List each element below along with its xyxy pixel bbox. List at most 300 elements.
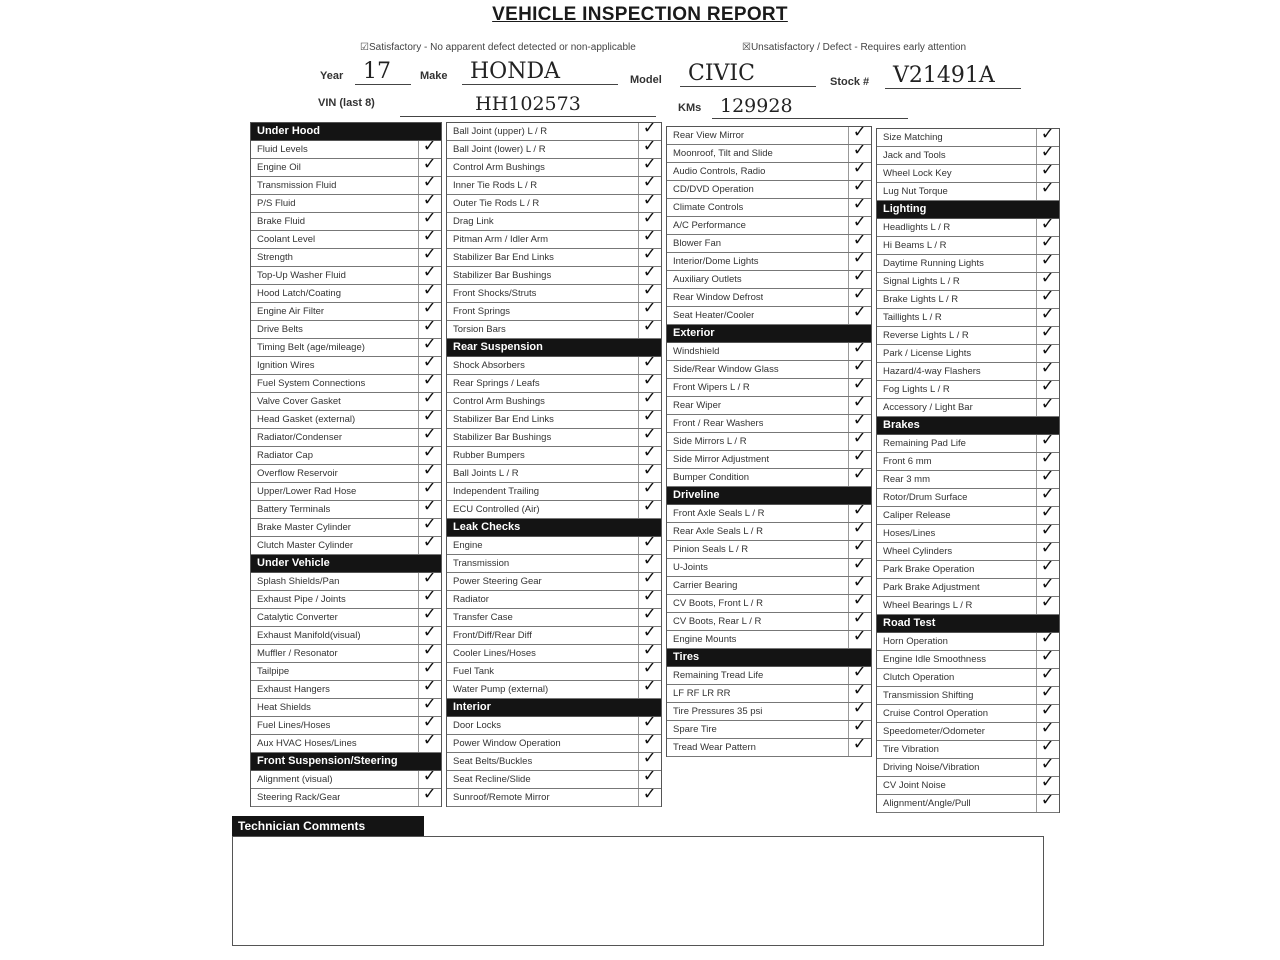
checklist-row[interactable]	[251, 537, 441, 555]
check-mark-icon: ✓	[642, 753, 657, 768]
checklist-row[interactable]	[877, 651, 1059, 669]
checklist-row[interactable]	[447, 213, 661, 231]
check-mark-icon: ✓	[852, 271, 867, 286]
check-mark-icon: ✓	[1040, 327, 1055, 342]
checklist-row[interactable]	[251, 339, 441, 357]
kms-value[interactable]: 129928	[712, 94, 908, 119]
check-mark-icon: ✓	[422, 447, 437, 462]
checklist-row[interactable]	[447, 591, 661, 609]
checklist-row[interactable]	[447, 303, 661, 321]
checklist-item-label: CV Joint Noise	[883, 780, 946, 791]
checklist-row[interactable]	[447, 447, 661, 465]
checklist-row[interactable]	[667, 145, 871, 163]
model-value[interactable]: CIVIC	[680, 62, 816, 87]
checklist-row[interactable]	[667, 595, 871, 613]
checklist-row[interactable]	[877, 237, 1059, 255]
checklist-item-label: Inner Tie Rods L / R	[453, 180, 538, 191]
check-mark-icon: ✓	[1040, 165, 1055, 180]
check-mark-icon: ✓	[1040, 237, 1055, 252]
check-mark-icon: ✓	[852, 505, 867, 520]
checklist-item-label: Jack and Tools	[883, 150, 946, 161]
check-mark-icon: ✓	[852, 685, 867, 700]
checklist-row[interactable]	[667, 361, 871, 379]
check-mark-icon: ✓	[852, 523, 867, 538]
checklist-row[interactable]	[667, 343, 871, 361]
checklist-row[interactable]	[251, 249, 441, 267]
checklist-row[interactable]	[251, 393, 441, 411]
checklist-row[interactable]	[447, 483, 661, 501]
check-mark-icon: ✓	[422, 681, 437, 696]
section-header: Under Vehicle	[251, 555, 441, 573]
checklist-row[interactable]	[447, 645, 661, 663]
technician-comments-field[interactable]	[232, 836, 1044, 946]
checklist-item-label: Side Mirrors L / R	[673, 436, 747, 447]
checklist-row[interactable]	[251, 501, 441, 519]
checklist-item-label: Timing Belt (age/mileage)	[257, 342, 365, 353]
section-header: Front Suspension/Steering	[251, 753, 441, 771]
checklist-row[interactable]	[667, 523, 871, 541]
checklist-item-label: P/S Fluid	[257, 198, 296, 209]
check-mark-icon: ✓	[422, 411, 437, 426]
check-mark-icon: ✓	[1040, 525, 1055, 540]
check-mark-icon: ✓	[642, 609, 657, 624]
checklist-item-label: Tailpipe	[257, 666, 290, 677]
checklist-row[interactable]	[251, 645, 441, 663]
checklist-row[interactable]	[251, 321, 441, 339]
checklist-row[interactable]	[877, 345, 1059, 363]
checklist-row[interactable]	[877, 723, 1059, 741]
checklist-row[interactable]	[447, 717, 661, 735]
checklist-item-label: Auxiliary Outlets	[673, 274, 742, 285]
checklist-row[interactable]	[877, 129, 1059, 147]
checklist-row[interactable]	[251, 267, 441, 285]
checklist-item-label: Carrier Bearing	[673, 580, 738, 591]
checklist-row[interactable]	[447, 285, 661, 303]
checklist-row[interactable]	[877, 183, 1059, 201]
checklist-row[interactable]	[447, 789, 661, 807]
checklist-row[interactable]	[447, 141, 661, 159]
checklist-row[interactable]	[447, 735, 661, 753]
check-mark-icon: ✓	[422, 663, 437, 678]
checklist-row[interactable]	[877, 777, 1059, 795]
checklist-row[interactable]	[447, 375, 661, 393]
checklist-row[interactable]	[251, 213, 441, 231]
checklist-row[interactable]	[251, 447, 441, 465]
checklist-row[interactable]	[251, 357, 441, 375]
checklist-row[interactable]	[877, 507, 1059, 525]
checklist-row[interactable]	[447, 573, 661, 591]
check-mark-icon: ✓	[642, 681, 657, 696]
checklist-row[interactable]	[877, 795, 1059, 813]
checklist-item-label: Engine Idle Smoothness	[883, 654, 986, 665]
checklist-row[interactable]	[877, 165, 1059, 183]
checklist-row[interactable]	[251, 789, 441, 807]
checklist-item-label: Rear Window Defrost	[673, 292, 764, 303]
check-mark-icon: ✓	[852, 469, 867, 484]
checklist-item-label: Muffler / Resonator	[257, 648, 338, 659]
check-mark-icon: ✓	[1040, 309, 1055, 324]
check-mark-icon: ✓	[422, 177, 437, 192]
check-mark-icon: ✓	[642, 213, 657, 228]
checklist-row[interactable]	[877, 705, 1059, 723]
checklist-item-label: Ball Joint (lower) L / R	[453, 144, 546, 155]
checklist-item-label: Strength	[257, 252, 293, 263]
checklist-row[interactable]	[251, 681, 441, 699]
check-mark-icon: ✓	[422, 195, 437, 210]
checklist-row[interactable]	[877, 363, 1059, 381]
checklist-item-label: Ignition Wires	[257, 360, 315, 371]
checklist-item-label: Shock Absorbers	[453, 360, 525, 371]
checklist-row[interactable]	[667, 685, 871, 703]
checklist-row[interactable]	[251, 717, 441, 735]
checklist-item-label: Reverse Lights L / R	[883, 330, 969, 341]
check-mark-icon: ✓	[642, 717, 657, 732]
checklist-row[interactable]	[251, 411, 441, 429]
checklist-item-label: Engine Oil	[257, 162, 301, 173]
checklist-item-label: Hood Latch/Coating	[257, 288, 341, 299]
checklist-item-label: Rear Wiper	[673, 400, 722, 411]
check-mark-icon: ✓	[1040, 741, 1055, 756]
check-mark-icon: ✓	[1040, 597, 1055, 612]
check-mark-icon: ✓	[852, 343, 867, 358]
check-mark-icon: ✓	[1040, 759, 1055, 774]
checklist-row[interactable]	[667, 721, 871, 739]
checklist-row[interactable]	[667, 397, 871, 415]
checklist-row[interactable]	[667, 217, 871, 235]
checklist-row[interactable]	[667, 127, 871, 145]
check-mark-icon: ✓	[852, 451, 867, 466]
checklist-item-label: Control Arm Bushings	[453, 396, 545, 407]
kms-label: KMs	[678, 102, 702, 114]
checklist-item-label: Seat Belts/Buckles	[453, 756, 533, 767]
checklist-row[interactable]	[667, 613, 871, 631]
checklist-row[interactable]	[447, 159, 661, 177]
checklist-item-label: Wheel Cylinders	[883, 546, 953, 557]
checklist-row[interactable]	[667, 559, 871, 577]
checklist-row[interactable]	[447, 501, 661, 519]
check-mark-icon: ✓	[422, 789, 437, 804]
checklist-row[interactable]	[447, 249, 661, 267]
checklist-row[interactable]	[251, 519, 441, 537]
checklist-item-label: Accessory / Light Bar	[883, 402, 973, 413]
checklist-item-label: Engine Air Filter	[257, 306, 325, 317]
checklist-row[interactable]	[447, 123, 661, 141]
checklist-row[interactable]	[667, 739, 871, 757]
check-mark-icon: ✓	[852, 199, 867, 214]
checklist-row[interactable]	[667, 469, 871, 487]
checklist-row[interactable]	[251, 285, 441, 303]
checklist-item-label: Independent Trailing	[453, 486, 540, 497]
checklist-row[interactable]	[251, 465, 441, 483]
checklist-row[interactable]	[447, 411, 661, 429]
checklist-item-label: Coolant Level	[257, 234, 316, 245]
check-mark-icon: ✓	[422, 339, 437, 354]
checklist-item-label: Signal Lights L / R	[883, 276, 960, 287]
checklist-row[interactable]	[447, 555, 661, 573]
checklist-row[interactable]	[877, 525, 1059, 543]
checklist-item-label: Transmission Shifting	[883, 690, 974, 701]
checklist-item-label: Taillights L / R	[883, 312, 942, 323]
check-mark-icon: ✓	[422, 645, 437, 660]
checklist-row[interactable]	[667, 163, 871, 181]
checklist-row[interactable]	[877, 687, 1059, 705]
check-mark-icon: ✓	[852, 307, 867, 322]
checklist-row[interactable]	[667, 199, 871, 217]
check-mark-icon: ✓	[852, 739, 867, 754]
checklist-row[interactable]	[877, 327, 1059, 345]
checklist-row[interactable]	[251, 375, 441, 393]
checklist-row[interactable]	[447, 681, 661, 699]
check-mark-icon: ✓	[642, 789, 657, 804]
checklist-row[interactable]	[877, 399, 1059, 417]
check-mark-icon: ✓	[642, 141, 657, 156]
checklist-row[interactable]	[251, 699, 441, 717]
checklist-item-label: Stabilizer Bar Bushings	[453, 432, 552, 443]
checklist-row[interactable]	[877, 741, 1059, 759]
year-label: Year	[320, 70, 344, 82]
checklist-item-label: Front/Diff/Rear Diff	[453, 630, 532, 641]
checklist-row[interactable]	[877, 579, 1059, 597]
checklist-item-label: Headlights L / R	[883, 222, 951, 233]
check-mark-icon: ✓	[1040, 291, 1055, 306]
checklist-row[interactable]	[251, 429, 441, 447]
check-mark-icon: ✓	[642, 555, 657, 570]
checklist-item-label: CD/DVD Operation	[673, 184, 754, 195]
year-value[interactable]: 17	[355, 60, 411, 85]
checklist-item-label: Engine	[453, 540, 483, 551]
checklist-row[interactable]	[667, 667, 871, 685]
check-mark-icon: ✓	[422, 483, 437, 498]
checklist-row[interactable]	[667, 541, 871, 559]
checklist-row[interactable]	[667, 235, 871, 253]
checklist-item-label: Blower Fan	[673, 238, 722, 249]
checklist-row[interactable]	[877, 219, 1059, 237]
checklist-item-label: Cooler Lines/Hoses	[453, 648, 536, 659]
checklist-row[interactable]	[667, 253, 871, 271]
checklist-row[interactable]	[447, 177, 661, 195]
checklist-item-label: Wheel Lock Key	[883, 168, 952, 179]
checklist-row[interactable]	[447, 357, 661, 375]
check-mark-icon: ✓	[1040, 363, 1055, 378]
section-header: Lighting	[877, 201, 1059, 219]
checklist-item-label: Drive Belts	[257, 324, 303, 335]
checklist-row[interactable]	[667, 307, 871, 325]
checklist-row[interactable]	[877, 273, 1059, 291]
checklist-row[interactable]	[877, 633, 1059, 651]
checklist-row[interactable]	[251, 231, 441, 249]
check-mark-icon: ✓	[852, 577, 867, 592]
checklist-item-label: Pinion Seals L / R	[673, 544, 749, 555]
checklist-row[interactable]	[877, 453, 1059, 471]
column-3	[666, 126, 872, 757]
section-header: Road Test	[877, 615, 1059, 633]
check-mark-icon: ✓	[422, 357, 437, 372]
checklist-row[interactable]	[251, 573, 441, 591]
check-mark-icon: ✓	[852, 253, 867, 268]
checklist-item-label: ECU Controlled (Air)	[453, 504, 540, 515]
checklist-row[interactable]	[447, 267, 661, 285]
checklist-row[interactable]	[251, 141, 441, 159]
checklist-row[interactable]	[447, 465, 661, 483]
checklist-row[interactable]	[251, 483, 441, 501]
check-mark-icon: ✓	[852, 145, 867, 160]
checklist-item-label: Valve Cover Gasket	[257, 396, 341, 407]
checklist-item-label: Exhaust Pipe / Joints	[257, 594, 346, 605]
checklist-row[interactable]	[877, 759, 1059, 777]
checklist-item-label: Windshield	[673, 346, 720, 357]
checklist-item-label: Side Mirror Adjustment	[673, 454, 770, 465]
checklist-item-label: Audio Controls, Radio	[673, 166, 766, 177]
check-mark-icon: ✓	[422, 213, 437, 228]
check-mark-icon: ✓	[422, 141, 437, 156]
checklist-row[interactable]	[877, 471, 1059, 489]
checklist-item-label: Fuel Tank	[453, 666, 495, 677]
checklist-item-label: Rear Springs / Leafs	[453, 378, 540, 389]
check-mark-icon: ✓	[642, 123, 657, 138]
make-value[interactable]: HONDA	[462, 60, 618, 85]
column-2	[446, 122, 662, 807]
checklist-row[interactable]	[447, 537, 661, 555]
checklist-item-label: Rubber Bumpers	[453, 450, 525, 461]
checklist-row[interactable]	[877, 561, 1059, 579]
checklist-row[interactable]	[251, 735, 441, 753]
checklist-item-label: Fuel System Connections	[257, 378, 366, 389]
checklist-row[interactable]	[447, 393, 661, 411]
checklist-row[interactable]	[667, 577, 871, 595]
checklist-row[interactable]	[667, 181, 871, 199]
stock-value[interactable]: V21491A	[885, 64, 1021, 89]
checklist-row[interactable]	[251, 609, 441, 627]
checklist-row[interactable]	[251, 177, 441, 195]
check-mark-icon: ✓	[422, 591, 437, 606]
checklist-row[interactable]	[667, 505, 871, 523]
checklist-row[interactable]	[667, 271, 871, 289]
checklist-row[interactable]	[877, 435, 1059, 453]
check-mark-icon: ✓	[1040, 345, 1055, 360]
checklist-row[interactable]	[251, 195, 441, 213]
checklist-item-label: Head Gasket (external)	[257, 414, 356, 425]
model-label: Model	[630, 74, 662, 86]
check-mark-icon: ✓	[1040, 219, 1055, 234]
checklist-item-label: Engine Mounts	[673, 634, 737, 645]
checklist-row[interactable]	[877, 669, 1059, 687]
checklist-item-label: Front 6 mm	[883, 456, 932, 467]
check-mark-icon: ✓	[1040, 471, 1055, 486]
check-mark-icon: ✓	[1040, 633, 1055, 648]
checklist-row[interactable]	[447, 663, 661, 681]
vin-value[interactable]: HH102573	[400, 92, 656, 117]
checklist-row[interactable]	[251, 591, 441, 609]
checklist-item-label: Ball Joints L / R	[453, 468, 519, 479]
checklist-row[interactable]	[877, 291, 1059, 309]
checklist-row[interactable]	[447, 753, 661, 771]
check-mark-icon: ✓	[642, 249, 657, 264]
stock-label: Stock #	[830, 76, 870, 88]
check-mark-icon: ✓	[642, 537, 657, 552]
checklist-row[interactable]	[251, 663, 441, 681]
checklist-item-label: Tire Vibration	[883, 744, 939, 755]
checklist-item-label: Steering Rack/Gear	[257, 792, 341, 803]
checklist-item-label: Cruise Control Operation	[883, 708, 989, 719]
check-mark-icon: ✓	[642, 465, 657, 480]
checklist-row[interactable]	[877, 489, 1059, 507]
checklist-item-label: Rear 3 mm	[883, 474, 930, 485]
checklist-item-label: Hoses/Lines	[883, 528, 936, 539]
checklist-row[interactable]	[667, 379, 871, 397]
checklist-item-label: Climate Controls	[673, 202, 744, 213]
checklist-row[interactable]	[447, 771, 661, 789]
checklist-row[interactable]	[667, 289, 871, 307]
check-mark-icon: ✓	[642, 159, 657, 174]
checklist-item-label: Clutch Master Cylinder	[257, 540, 354, 551]
checklist-row[interactable]	[251, 303, 441, 321]
checklist-item-label: Fuel Lines/Hoses	[257, 720, 331, 731]
check-mark-icon: ✓	[1040, 507, 1055, 522]
check-mark-icon: ✓	[1040, 579, 1055, 594]
check-mark-icon: ✓	[1040, 147, 1055, 162]
check-mark-icon: ✓	[642, 195, 657, 210]
checklist-row[interactable]	[447, 195, 661, 213]
checklist-row[interactable]	[667, 631, 871, 649]
checklist-item-label: Door Locks	[453, 720, 502, 731]
section-header: Brakes	[877, 417, 1059, 435]
checklist-row[interactable]	[877, 597, 1059, 615]
check-mark-icon: ✓	[422, 627, 437, 642]
checklist-item-label: LF RF LR RR	[673, 688, 731, 699]
check-mark-icon: ✓	[1040, 795, 1055, 810]
check-mark-icon: ✓	[852, 721, 867, 736]
checklist-item-label: Clutch Operation	[883, 672, 955, 683]
checklist-row[interactable]	[447, 609, 661, 627]
checklist-item-label: Pitman Arm / Idler Arm	[453, 234, 549, 245]
checklist-item-label: Catalytic Converter	[257, 612, 338, 623]
checklist-item-label: Rear Axle Seals L / R	[673, 526, 763, 537]
checklist-item-label: Daytime Running Lights	[883, 258, 984, 269]
check-mark-icon: ✓	[422, 231, 437, 246]
check-mark-icon: ✓	[852, 613, 867, 628]
check-mark-icon: ✓	[642, 375, 657, 390]
checklist-row[interactable]	[251, 771, 441, 789]
check-mark-icon: ✓	[422, 735, 437, 750]
checklist-row[interactable]	[447, 429, 661, 447]
checklist-row[interactable]	[877, 147, 1059, 165]
checklist-row[interactable]	[447, 627, 661, 645]
checklist-item-label: Interior/Dome Lights	[673, 256, 759, 267]
checklist-item-label: Fluid Levels	[257, 144, 308, 155]
checklist-item-label: Horn Operation	[883, 636, 948, 647]
checklist-row[interactable]	[877, 255, 1059, 273]
checklist-row[interactable]	[667, 703, 871, 721]
checklist-row[interactable]	[667, 433, 871, 451]
checklist-row[interactable]	[877, 543, 1059, 561]
checklist-item-label: CV Boots, Front L / R	[673, 598, 763, 609]
checklist-row[interactable]	[447, 231, 661, 249]
checklist-row[interactable]	[877, 381, 1059, 399]
checklist-row[interactable]	[877, 309, 1059, 327]
checklist-row[interactable]	[447, 321, 661, 339]
checklist-row[interactable]	[251, 159, 441, 177]
checklist-item-label: Size Matching	[883, 132, 943, 143]
checklist-row[interactable]	[667, 415, 871, 433]
check-mark-icon: ✓	[422, 465, 437, 480]
checklist-item-label: Water Pump (external)	[453, 684, 549, 695]
checklist-item-label: Torsion Bars	[453, 324, 506, 335]
check-mark-icon: ✓	[852, 559, 867, 574]
check-mark-icon: ✓	[1040, 435, 1055, 450]
checklist-row[interactable]	[251, 627, 441, 645]
checklist-item-label: Alignment (visual)	[257, 774, 333, 785]
checklist-row[interactable]	[667, 451, 871, 469]
